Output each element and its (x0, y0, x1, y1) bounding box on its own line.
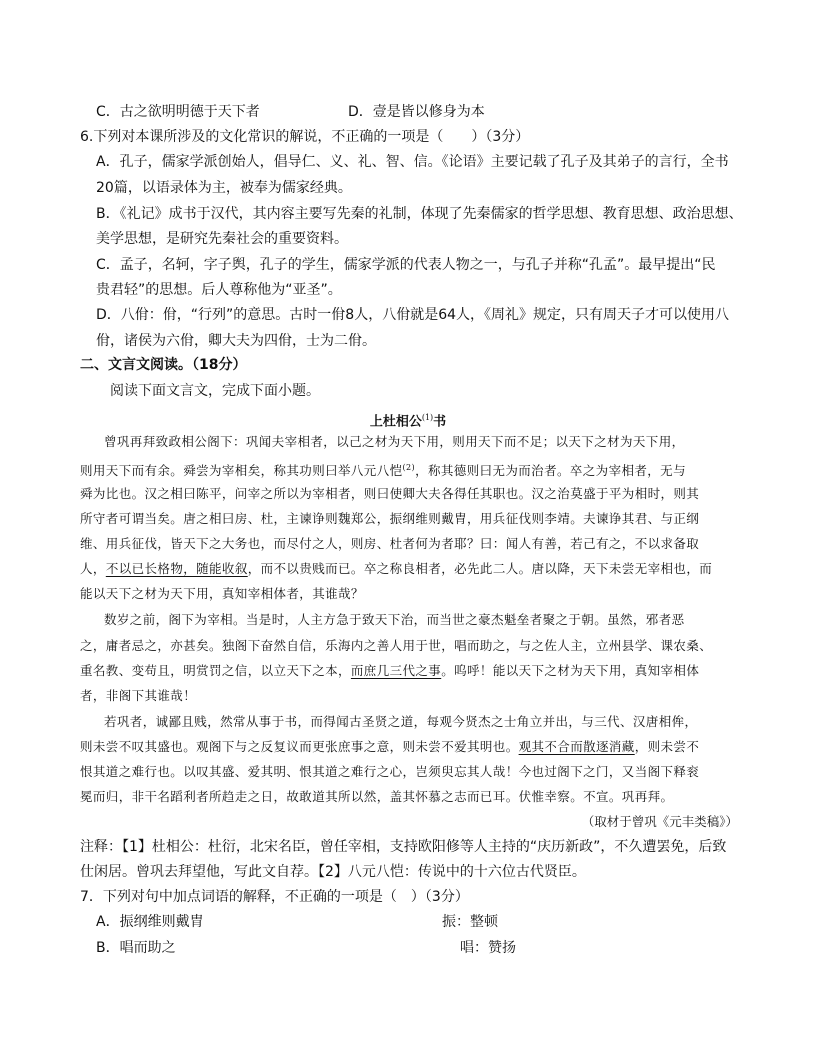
q6-option-a-line2: 20篇，以语录体为主，被奉为儒家经典。 (96, 180, 352, 196)
reading-instruction: 阅读下面文言文，完成下面小题。 (110, 383, 320, 399)
underlined-phrase-2: 而庶几三代之事 (350, 663, 442, 678)
q6-option-a-line1: A．孔子，儒家学派创始人，倡导仁、义、礼、智、信。《论语》主要记载了孔子及其弟子的言行，全书 (96, 154, 729, 170)
passage-p3-line1: 若巩者，诚鄙且贱，然常从事于书，而得闻古圣贤之道，每观今贤杰之士角立并出，与三代、汉唐相侔， (104, 714, 698, 729)
passage-p1-line3: 舜为比也。汉之相曰陈平，问宰之所以为宰相者，则曰使卿大夫各得任其职也。汉之治莫盛于平为相时，则其 (80, 486, 700, 501)
passage-p3-line3: 恨其道之难行也。以叹其盛、爱其明、恨其道之难行之心，岂须臾忘其人哉！今也过阁下之门，又当阁下释衮 (80, 764, 700, 779)
passage-p3-line2: 则未尝不叹其盛也。观阁下与之反复议而更张庶事之意，则未尝不爱其明也。观其不合而散逐消藏，则未尝不 (80, 739, 700, 754)
notes-line1: 注释：【1】杜相公：杜衍，北宋名臣，曾任宰相，支持欧阳修等人主持的“庆历新政”，不久遭罢免，后致 (80, 839, 727, 855)
passage-p1-line5: 维、用兵征伐，皆天下之大务也，而尽付之人，则房、杜者何为者耶？曰：闻人有善，若己有之，不以求备取 (80, 536, 700, 551)
q7-stem: 7．下列对句中加点词语的解释，不正确的一项是（ ）（3分） (80, 889, 469, 905)
passage-p1-line1: 曾巩再拜致政相公阁下：巩闻夫宰相者，以己之材为天下用，则用天下而不足；以天下之材为天下用， (104, 434, 685, 449)
q6-option-d-line2: 佾，诸侯为六佾，卿大夫为四佾，士为二佾。 (96, 333, 376, 349)
passage-p1-line6: 人，不以已长格物，随能收叙，而不以贵贱而已。卒之称良相者，必先此二人。唐以降，天下未尝无宰相也，而 (80, 561, 713, 576)
underlined-phrase-1: 不以已长格物，随能收叙 (105, 561, 248, 576)
q5-option-d: D．壹是皆以修身为本 (348, 104, 485, 120)
passage-source: （取材于曾巩《元丰类稿》） (581, 814, 738, 829)
passage-p3-line4: 冕而归，非干名蹈利者所趋走之日，故敢道其所以然，盖其怀慕之志而已耳。伏惟幸察。不宣。巩再拜。 (80, 789, 674, 804)
underlined-phrase-3: 观其不合而散逐消藏 (518, 739, 635, 754)
passage-p1-line7: 能以天下之材为天下用，真知宰相体者，其谁哉？ (80, 586, 364, 601)
q6-stem: 6.下列对本课所涉及的文化常识的解说，不正确的一项是（ ）（3分） (80, 129, 530, 145)
q6-option-b-line2: 美学思想，是研究先秦社会的重要资料。 (96, 231, 348, 247)
q7-option-a-gloss: 振：整顿 (442, 914, 498, 930)
q7-option-b: B．唱而助之 (96, 940, 176, 956)
q6-option-c-line2: 贵君轻”的思想。后人尊称他为“亚圣”。 (96, 282, 342, 298)
q6-option-c-line1: C．孟子，名轲，字子舆，孔子的学生，儒家学派的代表人物之一，与孔子并称“孔孟”。最早提出“民 (96, 257, 716, 273)
passage-p2-line2: 之，庸者忌之，亦甚矣。独阁下奋然自信，乐海内之善人用于世，唱而助之，与之佐人主，立州县学、课农桑、 (80, 638, 713, 653)
notes-line2: 仕闲居。曾巩去拜望他，写此文自荐。【2】八元八恺：传说中的十六位古代贤臣。 (80, 864, 586, 880)
footnote-marker-2: (2) (402, 463, 416, 472)
section-heading: 二、文言文阅读。（18分） (80, 357, 247, 373)
passage-p2-line3: 重名教、变苟且，明赏罚之信，以立天下之本，而庶几三代之事。呜呼！能以天下之材为天下用，真知宰相体 (80, 663, 700, 678)
passage-p1-line2: 则用天下而有余。舜尝为宰相矣，称其功则曰举八元八恺$^{(2)}$，称其德则曰无为而治者。卒之为宰相者，无与 (80, 463, 686, 479)
q5-option-c: C．古之欲明明德于天下者 (96, 104, 260, 120)
passage-p1-line4: 所守者可谓当矣。唐之相曰房、杜，主谏诤则魏郑公，振纲维则戴胄，用兵征伐则李靖。夫谏诤其君、与正纲 (80, 511, 700, 526)
passage-title: 上杜相公$^{(1)}$书 (369, 413, 447, 430)
q6-option-b-line1: B．《礼记》成书于汉代，其内容主要写先秦的礼制，体现了先秦儒家的哲学思想、教育思想、政治思想、 (96, 206, 743, 222)
q7-option-a: A．振纲维则戴胄 (96, 914, 204, 930)
passage-p2-line1: 数岁之前，阁下为宰相。当是时，人主方急于致天下治，而当世之豪杰魁垒者聚之于朝。虽然，邪者恶 (104, 612, 685, 627)
title-footnote-marker: (1) (421, 413, 434, 422)
q6-option-d-line1: D．八佾：佾，“行列”的意思。古时一佾8人，八佾就是64人，《周礼》规定，只有周天子才可以使用八 (96, 307, 730, 323)
q7-option-b-gloss: 唱：赞扬 (460, 940, 516, 956)
passage-p2-line4: 者，非阁下其谁哉！ (80, 688, 197, 703)
